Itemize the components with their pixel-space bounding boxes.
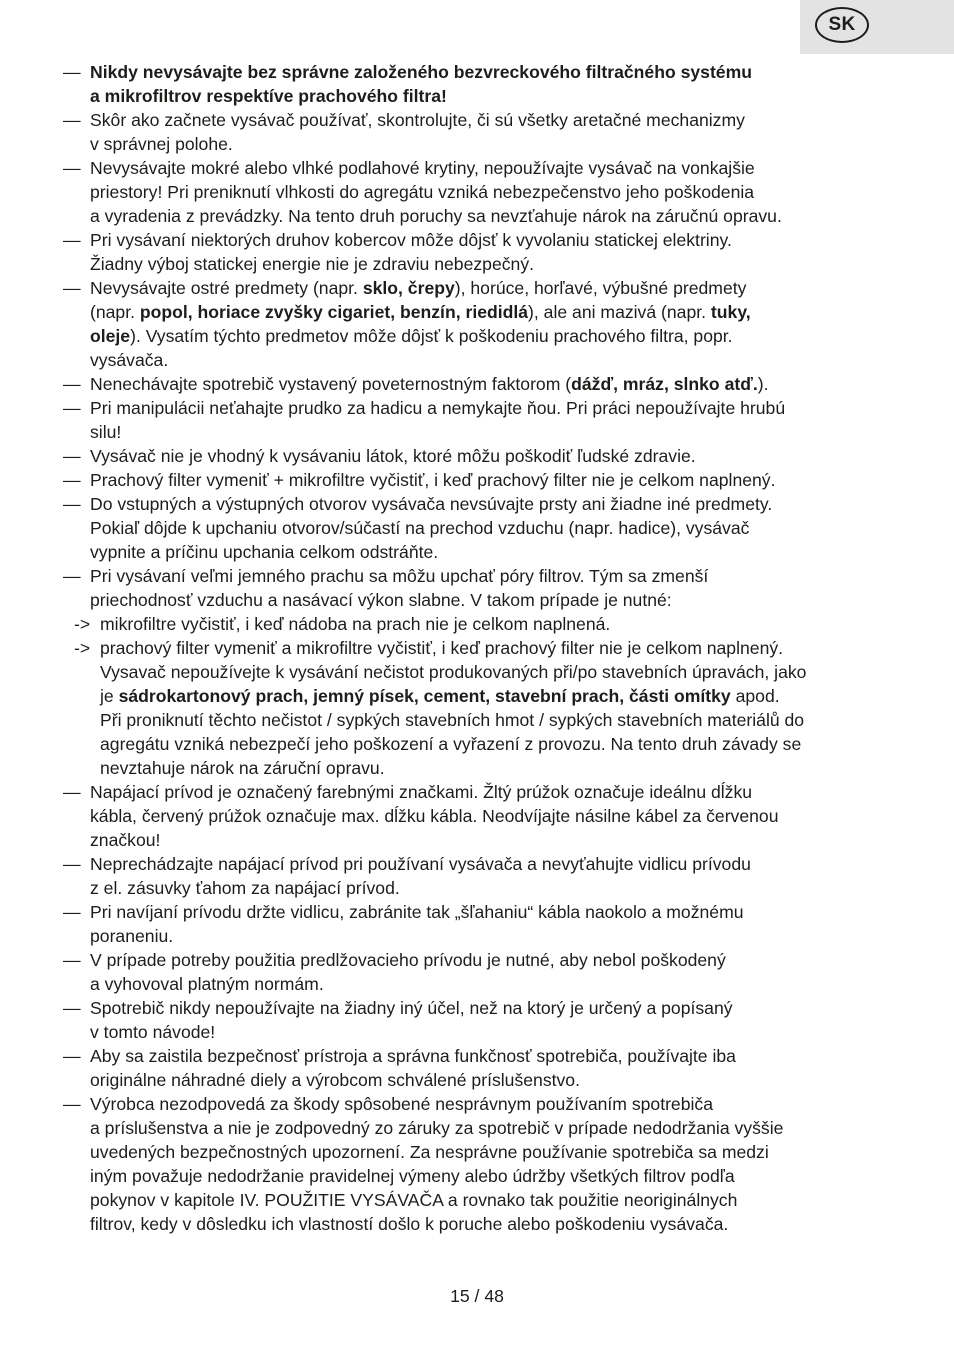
- text-line: [90, 1212, 908, 1236]
- text-run: Skôr ako začnete vysávač používať, skontrolujte, či sú všetky aretačné mechanizmy: [90, 110, 745, 130]
- dash-bullet: —: [63, 902, 81, 922]
- text-line: [90, 900, 908, 924]
- bold-text: oleje: [90, 326, 131, 346]
- text-line: [90, 252, 908, 276]
- text-line: [90, 204, 908, 228]
- text-line: [90, 1020, 908, 1044]
- text-line: [90, 804, 908, 828]
- text-line: [90, 156, 908, 180]
- text-line: [90, 276, 908, 300]
- dash-bullet: —: [63, 398, 81, 418]
- bold-text: sádrokartonový prach, jemný písek, cement, stavební prach, části omítky: [118, 686, 731, 706]
- instruction-item: [63, 108, 908, 156]
- text-run: uvedených bezpečnostných upozornení. Za nesprávne používanie spotrebiča sa medzi: [90, 1142, 769, 1162]
- text-line: [90, 348, 908, 372]
- text-run: Pri manipulácii neťahajte prudko za hadicu a nemykajte ňou. Pri práci nepoužívajte hrubú: [90, 398, 786, 418]
- dash-bullet: —: [63, 854, 81, 874]
- text-run: v správnej polohe.: [90, 134, 233, 154]
- text-run: iným považuje nedodržanie pravidelnej výmeny alebo údržby všetkých filtrov podľa: [90, 1166, 735, 1186]
- text-line: [90, 444, 908, 468]
- instruction-item: [63, 1092, 908, 1236]
- text-line: [100, 684, 908, 708]
- text-line: [90, 828, 908, 852]
- sub-instruction: [63, 636, 908, 660]
- text-line: [100, 612, 908, 636]
- text-line: [90, 468, 908, 492]
- text-line: [90, 1140, 908, 1164]
- text-line: [90, 996, 908, 1020]
- text-run: Pokiaľ dôjde k upchaniu otvorov/súčastí na prechod vzduchu (napr. hadice), vysávač: [90, 518, 750, 538]
- instruction-item: [63, 60, 908, 108]
- dash-bullet: —: [63, 566, 81, 586]
- text-run: agregátu vzniká nebezpečí jeho poškození a vyřazení z provozu. Na tento druh závady se: [100, 734, 802, 754]
- bold-text: Nikdy nevysávajte bez správne založeného bezvreckového filtračného systému: [90, 62, 752, 82]
- arrow-bullet: ->: [74, 614, 91, 634]
- dash-bullet: —: [63, 110, 81, 130]
- text-run: pokynov v kapitole IV. POUŽITIE VYSÁVAČA a rovnako tak použitie neoriginálnych: [90, 1190, 738, 1210]
- text-run: vypnite a príčinu upchania celkom odstráňte.: [90, 542, 439, 562]
- text-line: [90, 1068, 908, 1092]
- text-run: vysávača.: [90, 350, 169, 370]
- text-run: Prachový filter vymeniť + mikrofiltre vyčistiť, i keď prachový filter nie je celkom naplnený.: [90, 470, 776, 490]
- instruction-item: [63, 1044, 908, 1092]
- dash-bullet: —: [63, 470, 81, 490]
- text-line: [90, 324, 908, 348]
- text-line: [90, 396, 908, 420]
- dash-bullet: —: [63, 782, 81, 802]
- dash-bullet: —: [63, 374, 81, 394]
- instruction-item: [63, 948, 908, 996]
- text-run: a vyhovoval platným normám.: [90, 974, 324, 994]
- text-line: [90, 132, 908, 156]
- text-run: v tomto návode!: [90, 1022, 216, 1042]
- dash-bullet: —: [63, 230, 81, 250]
- text-run: a vyradenia z prevádzky. Na tento druh poruchy sa nevzťahuje nárok na záručnú opravu.: [90, 206, 782, 226]
- text-run: mikrofiltre vyčistiť, i keď nádoba na prach nie je celkom naplnená.: [100, 614, 611, 634]
- construction-dust-note: [63, 660, 908, 780]
- text-line: [90, 516, 908, 540]
- text-run: Žiadny výboj statickej energie nie je zdraviu nebezpečný.: [90, 254, 535, 274]
- text-line: [90, 180, 908, 204]
- page-number: 15 / 48: [450, 1286, 504, 1306]
- bold-text: a mikrofiltrov respektíve prachového filtra!: [90, 86, 447, 106]
- text-line: [90, 780, 908, 804]
- text-line: [100, 636, 908, 660]
- bold-text: tuky,: [710, 302, 751, 322]
- text-line: [100, 756, 908, 780]
- dash-bullet: —: [63, 446, 81, 466]
- instruction-item: [63, 492, 908, 564]
- text-run: filtrov, kedy v dôsledku ich vlastností došlo k poruche alebo poškodeniu vysávača.: [90, 1214, 729, 1234]
- text-run: priechodnosť vzduchu a nasávací výkon slabne. V takom prípade je nutné:: [90, 590, 672, 610]
- text-line: [100, 708, 908, 732]
- text-run: apod.: [730, 686, 780, 706]
- dash-bullet: —: [63, 1094, 81, 1114]
- instruction-item: [63, 156, 908, 228]
- text-run: a príslušenstva a nie je zodpovedný zo záruky za spotrebič v prípade nedodržania vyššie: [90, 1118, 784, 1138]
- text-line: [90, 108, 908, 132]
- text-run: (napr.: [90, 302, 140, 322]
- instruction-item: [63, 852, 908, 900]
- text-line: [90, 1044, 908, 1068]
- text-line: [90, 1116, 908, 1140]
- text-line: [90, 1164, 908, 1188]
- text-line: [90, 540, 908, 564]
- text-line: [90, 924, 908, 948]
- dash-bullet: —: [63, 278, 81, 298]
- text-run: Při proniknutí těchto nečistot / sypkých stavebních hmot / sypkých stavebních materiálů do: [100, 710, 805, 730]
- text-run: kábla, červený prúžok označuje max. dĺžku kábla. Neodvíjajte násilne kábel za červenou: [90, 806, 779, 826]
- text-run: Vysávač nie je vhodný k vysávaniu látok, ktoré môžu poškodiť ľudské zdravie.: [90, 446, 696, 466]
- text-run: prachový filter vymeniť a mikrofiltre vyčistiť, i keď prachový filter nie je celkom naplnený.: [100, 638, 784, 658]
- text-run: Do vstupných a výstupných otvorov vysávača nevsúvajte prsty ani žiadne iné predmety.: [90, 494, 773, 514]
- text-line: [90, 420, 908, 444]
- text-run: z el. zásuvky ťahom za napájací prívod.: [90, 878, 400, 898]
- text-run: Napájací prívod je označený farebnými značkami. Žltý prúžok označuje ideálnu dĺžku: [90, 782, 753, 802]
- text-run: silu!: [90, 422, 122, 442]
- dash-bullet: —: [63, 494, 81, 514]
- text-run: Neprechádzajte napájací prívod pri používaní vysávača a nevyťahujte vidlicu prívodu: [90, 854, 751, 874]
- instruction-item: [63, 228, 908, 276]
- instruction-item: [63, 564, 908, 612]
- sub-instruction: [63, 612, 908, 636]
- bold-text: dážď, mráz, slnko atď.: [571, 374, 758, 394]
- text-run: Vysavač nepoužívejte k vysávání nečistot produkovaných při/po stavebních úpravách, jako: [100, 662, 807, 682]
- text-run: ), ale ani mazivá (napr.: [528, 302, 711, 322]
- instruction-item: [63, 996, 908, 1044]
- instruction-item: [63, 372, 908, 396]
- text-run: poraneniu.: [90, 926, 174, 946]
- text-run: Nenechávajte spotrebič vystavený poveternostným faktorom (: [90, 374, 572, 394]
- instruction-item: [63, 396, 908, 444]
- dash-bullet: —: [63, 998, 81, 1018]
- text-line: [90, 372, 908, 396]
- dash-bullet: —: [63, 1046, 81, 1066]
- text-line: [90, 852, 908, 876]
- text-line: [90, 300, 908, 324]
- text-line: [90, 948, 908, 972]
- safety-instructions: [63, 60, 908, 1236]
- bold-text: popol, horiace zvyšky cigariet, benzín, riedidlá: [139, 302, 529, 322]
- dash-bullet: —: [63, 62, 81, 82]
- text-line: [90, 228, 908, 252]
- text-line: [90, 84, 908, 108]
- text-run: Spotrebič nikdy nepoužívajte na žiadny iný účel, než na ktorý je určený a popísaný: [90, 998, 733, 1018]
- text-line: [100, 660, 908, 684]
- text-run: ).: [757, 374, 769, 394]
- text-line: [90, 972, 908, 996]
- arrow-bullet: ->: [74, 638, 91, 658]
- text-line: [90, 60, 908, 84]
- instruction-item: [63, 276, 908, 372]
- instruction-item: [63, 780, 908, 852]
- text-run: originálne náhradné diely a výrobcom schválené príslušenstvo.: [90, 1070, 580, 1090]
- dash-bullet: —: [63, 950, 81, 970]
- text-run: Výrobca nezodpovedá za škody spôsobené nesprávnym používaním spotrebiča: [90, 1094, 713, 1114]
- text-line: [90, 492, 908, 516]
- text-line: [90, 876, 908, 900]
- dash-bullet: —: [63, 158, 81, 178]
- instruction-item: [63, 900, 908, 948]
- text-line: [100, 732, 908, 756]
- text-line: [90, 1188, 908, 1212]
- text-run: značkou!: [90, 830, 161, 850]
- text-run: V prípade potreby použitia predlžovacieho prívodu je nutné, aby nebol poškodený: [90, 950, 726, 970]
- text-run: Aby sa zaistila bezpečnosť prístroja a správna funkčnosť spotrebiča, používajte iba: [90, 1046, 736, 1066]
- text-run: ). Vysatím týchto predmetov môže dôjsť k poškodeniu prachového filtra, popr.: [130, 326, 733, 346]
- instruction-item: [63, 444, 908, 468]
- text-run: Pri vysávaní veľmi jemného prachu sa môžu upchať póry filtrov. Tým sa zmenší: [90, 566, 709, 586]
- text-run: Nevysávajte mokré alebo vlhké podlahové krytiny, nepoužívajte vysávač na vonkajšie: [90, 158, 755, 178]
- language-badge: SK: [815, 7, 869, 43]
- text-run: nevztahuje nárok na záruční opravu.: [100, 758, 385, 778]
- text-run: ), horúce, horľavé, výbušné predmety: [454, 278, 747, 298]
- text-run: priestory! Pri preniknutí vlhkosti do agregátu vzniká nebezpečenstvo jeho poškodenia: [90, 182, 755, 202]
- text-run: Nevysávajte ostré predmety (napr.: [90, 278, 363, 298]
- text-line: [90, 588, 908, 612]
- text-run: Pri vysávaní niektorých druhov kobercov môže dôjsť k vyvolaniu statickej elektriny.: [90, 230, 732, 250]
- text-run: Pri navíjaní prívodu držte vidlicu, zabránite tak „šľahaniu“ kábla naokolo a možnému: [90, 902, 744, 922]
- bold-text: sklo, črepy: [362, 278, 455, 298]
- text-line: [90, 1092, 908, 1116]
- text-line: [90, 564, 908, 588]
- instruction-item: [63, 468, 908, 492]
- text-run: je: [100, 686, 119, 706]
